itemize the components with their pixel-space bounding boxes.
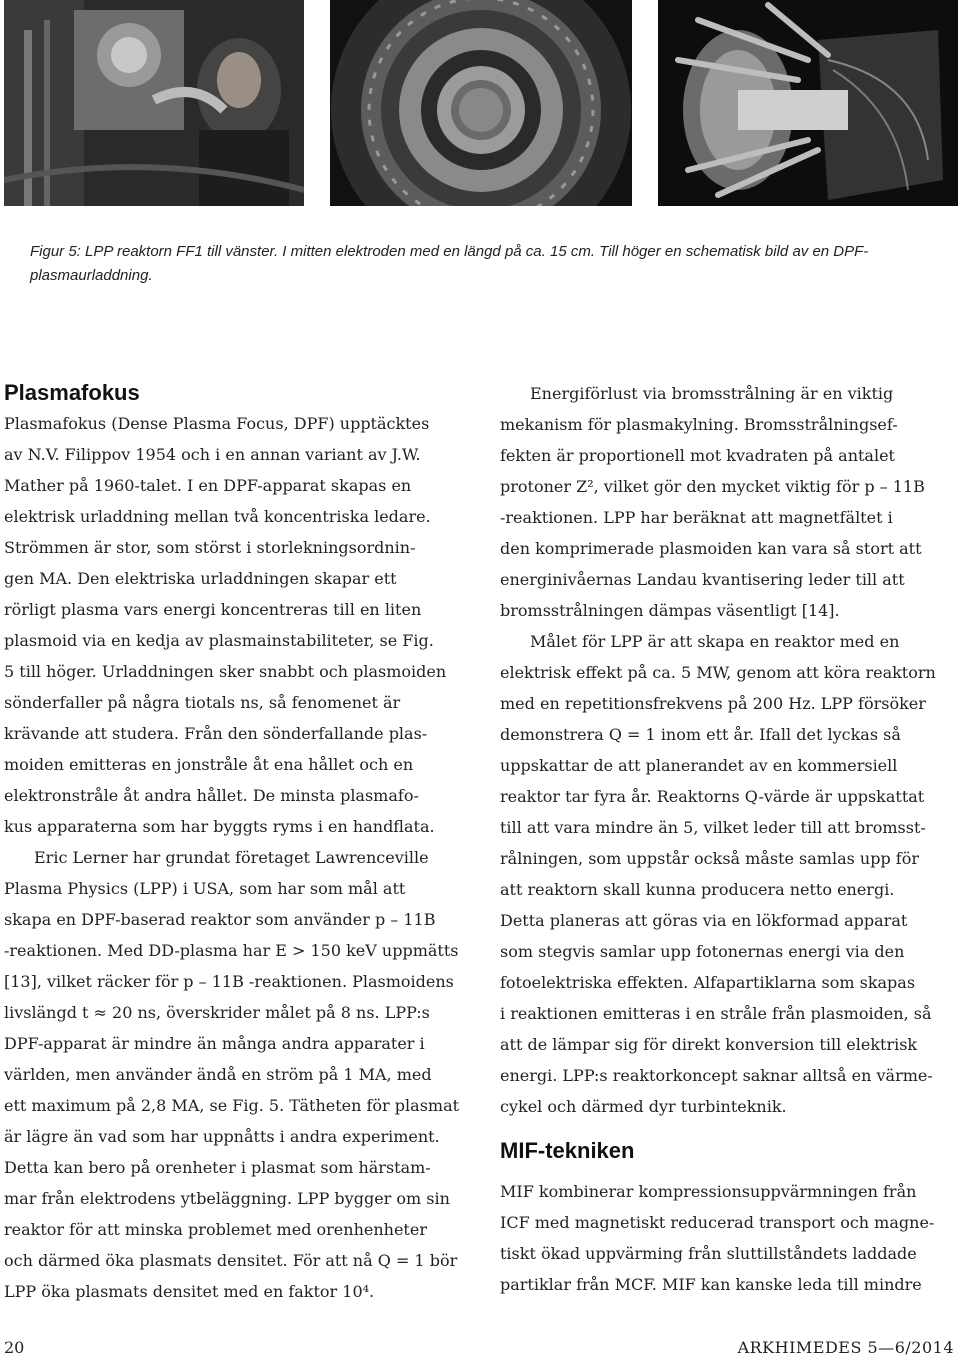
text-line: -reaktionen. LPP har beräknat att magnetfältet i <box>500 508 893 527</box>
section-heading-plasmafokus: Plasmafokus <box>4 380 140 405</box>
text-line: i reaktionen emitteras i en stråle från plasmoiden, så <box>500 1004 932 1023</box>
text-line: uppskattar de att planerandet av en kommersiell <box>500 756 898 775</box>
text-line: Detta kan bero på orenheter i plasmat som härstam- <box>4 1158 431 1177</box>
text-line: mekanism för plasmakylning. Bromsstrålningsef- <box>500 415 898 434</box>
text-line: energi. LPP:s reaktorkoncept saknar alltså en värme- <box>500 1066 933 1085</box>
text-line: rålningen, som uppstår också måste samlas upp för <box>500 849 920 868</box>
text-line: Energiförlust via bromsstrålning är en viktig <box>530 384 894 403</box>
text-line: Detta planeras att göras via en lökformad apparat <box>500 911 908 930</box>
text-line: som stegvis samlar upp fotonernas energi via den <box>500 942 905 961</box>
text-line: -reaktionen. Med DD-plasma har E > 150 keV uppmätts <box>4 941 459 960</box>
photo-dpf-schematic <box>658 0 958 206</box>
section-heading-mif: MIF-tekniken <box>500 1138 635 1163</box>
text-line: LPP öka plasmats densitet med en faktor 10⁴. <box>4 1282 375 1301</box>
text-line: tiskt ökad uppvärming från sluttillståndets laddade <box>500 1244 917 1263</box>
text-line: moiden emitteras en jonstråle åt ena hållet och en <box>4 755 414 774</box>
text-line: Strömmen är stor, som störst i storlekningsordnin- <box>4 538 416 557</box>
text-line: 5 till höger. Urladdningen sker snabbt och plasmoiden <box>4 662 447 681</box>
text-line: Mather på 1960-talet. I en DPF-apparat skapas en <box>4 476 412 495</box>
text-line: Plasmafokus (Dense Plasma Focus, DPF) upptäcktes <box>4 414 430 433</box>
text-line: sönderfaller på några tiotals ns, så fenomenet är <box>4 693 401 712</box>
text-line: livslängd t ≈ 20 ns, överskrider målet på 8 ns. LPP:s <box>4 1003 430 1022</box>
text-line: rörligt plasma vars energi koncentreras till en liten <box>4 600 422 619</box>
text-line: partiklar från MCF. MIF kan kanske leda till mindre <box>500 1275 922 1294</box>
text-line: ett maximum på 2,8 MA, se Fig. 5. Tätheten för plasmat <box>4 1096 460 1115</box>
text-line: fotoelektriska effekten. Alfapartiklarna som skapas <box>500 973 916 992</box>
paragraph-mif <box>500 1176 960 1300</box>
left-column <box>4 378 462 1307</box>
text-line: MIF kombinerar kompressionsuppvärmningen från <box>500 1182 917 1201</box>
text-line: kus apparaterna som har byggts ryms i en handflata. <box>4 817 435 836</box>
text-line: krävande att studera. Från den sönderfallande plas- <box>4 724 428 743</box>
right-column <box>500 378 960 1300</box>
text-line: gen MA. Den elektriska urladdningen skapar ett <box>4 569 397 588</box>
text-line: skapa en DPF-baserad reaktor som använder p – 11B <box>4 910 436 929</box>
paragraph-lpp <box>4 842 462 1307</box>
text-line: den komprimerade plasmoiden kan vara så stort att <box>500 539 922 558</box>
text-line: är lägre än vad som har uppnåtts i andra experiment. <box>4 1127 440 1146</box>
text-line: protoner Z², vilket gör den mycket viktig för p – 11B <box>500 477 925 496</box>
text-line: mar från elektrodens ytbeläggning. LPP bygger om sin <box>4 1189 450 1208</box>
text-line: ICF med magnetiskt reducerad transport och magne- <box>500 1213 935 1232</box>
text-line: demonstrera Q = 1 inom ett år. Ifall det lyckas så <box>500 725 901 744</box>
photo-electrode <box>330 0 632 206</box>
text-line: bromsstrålningen dämpas väsentligt [14]. <box>500 601 840 620</box>
text-line: energinivåernas Landau kvantisering leder till att <box>500 570 905 589</box>
photo-ff1-reactor <box>4 0 304 206</box>
text-line: och därmed öka plasmats densitet. För att nå Q = 1 bör <box>4 1251 458 1270</box>
text-line: elektrisk effekt på ca. 5 MW, genom att köra reaktorn <box>500 663 936 682</box>
text-line: att reaktorn skall kunna producera netto energi. <box>500 880 895 899</box>
text-line: [13], vilket räcker för p – 11B -reaktionen. Plasmoidens <box>4 972 454 991</box>
page-number: 20 <box>4 1338 25 1357</box>
text-line: till att vara mindre än 5, vilket leder till att bromsst- <box>500 818 926 837</box>
text-line: av N.V. Filippov 1954 och i en annan variant av J.W. <box>4 445 421 464</box>
text-line: Plasma Physics (LPP) i USA, som har som mål att <box>4 879 406 898</box>
text-line: elektronstråle åt andra hållet. De minsta plasmafo- <box>4 786 419 805</box>
text-line: att de lämpar sig för direkt konversion till elektrisk <box>500 1035 918 1054</box>
text-line: DPF-apparat är mindre än många andra apparater i <box>4 1034 425 1053</box>
text-line: med en repetitionsfrekvens på 200 Hz. LPP försöker <box>500 694 926 713</box>
text-line: cykel och därmed dyr turbinteknik. <box>500 1097 787 1116</box>
text-line: världen, men använder ändå en ström på 1 MA, med <box>4 1065 432 1084</box>
paragraph-plasmafokus-intro <box>4 408 462 842</box>
text-line: Eric Lerner har grundat företaget Lawrenceville <box>34 848 429 867</box>
figure-caption: Figur 5: LPP reaktorn FF1 till vänster. I mitten elektroden med en längd på ca. 15 cm. Till höger en schematisk bild av en DPF-plasmaurladdning. <box>30 243 869 284</box>
text-line: elektrisk urladdning mellan två koncentriska ledare. <box>4 507 431 526</box>
paragraph-lpp-goal <box>500 626 960 1122</box>
text-line: fekten är proportionell mot kvadraten på antalet <box>500 446 895 465</box>
text-line: Målet för LPP är att skapa en reaktor med en <box>530 632 900 651</box>
text-line: reaktor tar fyra år. Reaktorns Q-värde är uppskattat <box>500 787 925 806</box>
journal-issue: ARKHIMEDES 5—6/2014 <box>737 1338 954 1357</box>
text-line: reaktor för att minska problemet med orenhenheter <box>4 1220 427 1239</box>
paragraph-bremsstrahlung <box>500 378 960 626</box>
text-line: plasmoid via en kedja av plasmainstabiliteter, se Fig. <box>4 631 434 650</box>
